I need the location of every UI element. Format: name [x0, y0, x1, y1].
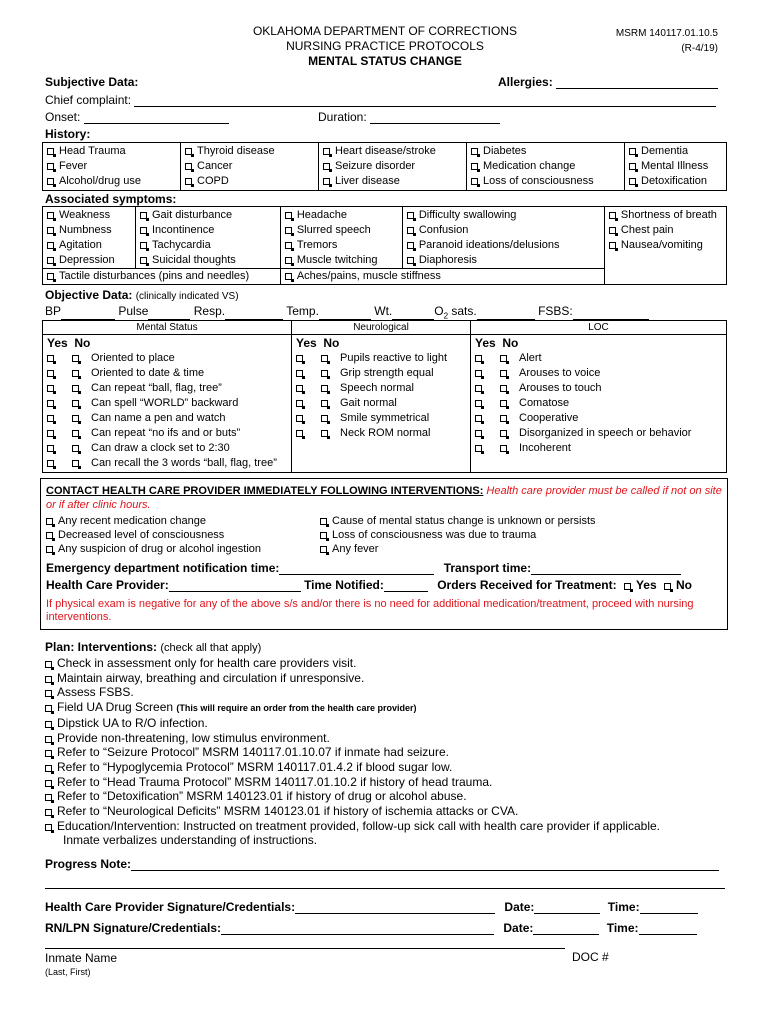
pulse-field[interactable] [148, 308, 190, 320]
history-item[interactable]: Diabetes [471, 144, 621, 159]
transport-label: Transport time: [443, 561, 532, 575]
neuro-item: Pupils reactive to light [296, 351, 467, 366]
checkbox-icon[interactable] [45, 765, 52, 772]
yes-checkbox[interactable] [47, 415, 54, 422]
yes-checkbox[interactable] [296, 355, 303, 362]
checkbox-icon[interactable] [285, 212, 292, 219]
symptoms-left [43, 207, 281, 285]
form-title: MENTAL STATUS CHANGE [308, 54, 462, 68]
checkbox-icon[interactable] [47, 242, 54, 249]
hcp-date-field[interactable] [534, 902, 600, 914]
checkbox-icon[interactable] [47, 227, 54, 234]
symptoms-col-2 [136, 207, 280, 269]
mental-status-item: Can repeat “no ifs and or buts” [47, 426, 288, 441]
history-col-3 [319, 143, 467, 191]
no-checkbox[interactable] [72, 385, 79, 392]
onset-label: Onset: [45, 110, 81, 124]
symptoms-middle [280, 207, 604, 285]
plan-label: Plan: Interventions: [45, 640, 158, 654]
yes-checkbox[interactable] [47, 445, 54, 452]
plan-item: Refer to “Neurological Deficits” MSRM 140123.01 if history of ischemia attacks or CVA. [45, 804, 735, 819]
rn-signature-label: RN/LPN Signature/Credentials: [45, 921, 222, 935]
yes-checkbox[interactable] [475, 400, 482, 407]
checkbox-icon[interactable] [47, 178, 54, 185]
allergies-field[interactable] [498, 75, 718, 89]
plan-heading [45, 640, 261, 654]
history-item[interactable]: Cancer [185, 159, 315, 174]
hcp-date-label: Date: [504, 900, 535, 914]
checkbox-icon[interactable] [471, 163, 478, 170]
loc-item: Alert [475, 351, 723, 366]
neuro-item: Gait normal [296, 396, 467, 411]
checkbox-icon[interactable] [45, 809, 52, 816]
symptoms-table [42, 206, 727, 285]
checkbox-icon[interactable] [407, 257, 414, 264]
checkbox-icon[interactable] [140, 212, 147, 219]
checkbox-icon[interactable] [471, 178, 478, 185]
field-ua-note: (This will require an order from the health care provider) [176, 703, 417, 714]
yes-checkbox[interactable] [47, 400, 54, 407]
contact-item[interactable]: Any fever [320, 542, 596, 556]
no-checkbox[interactable] [500, 370, 507, 377]
rn-time-field[interactable] [639, 923, 697, 935]
plan-item: Assess FSBS. [45, 685, 735, 700]
mental-status-title: Mental Status [43, 321, 292, 335]
checkbox-icon[interactable] [46, 532, 53, 539]
rn-date-field[interactable] [533, 923, 599, 935]
no-checkbox[interactable] [72, 460, 79, 467]
plan-item-continuation: Inmate verbalizes understanding of instructions. [63, 833, 318, 848]
checkbox-icon[interactable] [47, 163, 54, 170]
checkbox-icon[interactable] [320, 546, 327, 553]
contact-item[interactable]: Decreased level of consciousness [46, 528, 261, 542]
history-item[interactable]: Mental Illness [629, 159, 723, 174]
header [180, 24, 590, 69]
checkbox-icon[interactable] [45, 661, 52, 668]
loc-item: Cooperative [475, 411, 723, 426]
subjective-label: Subjective Data: [45, 75, 139, 89]
contact-heading [46, 484, 722, 512]
hcp-time-field[interactable] [640, 902, 698, 914]
ed-time-label: Emergency department notification time: [46, 561, 280, 575]
bp-label: BP [45, 304, 62, 318]
yes-checkbox[interactable] [47, 430, 54, 437]
mental-status-item: Oriented to date & time [47, 366, 288, 381]
symptom-item[interactable]: Tactile disturbances (pins and needles) [47, 269, 277, 284]
history-col-1 [43, 143, 181, 191]
symptom-item[interactable]: Headache [285, 208, 399, 223]
symptom-item[interactable]: Paranoid ideations/delusions [407, 238, 601, 253]
no-checkbox[interactable] [72, 445, 79, 452]
symptom-item[interactable]: Nausea/vomiting [609, 238, 723, 253]
chief-complaint-field[interactable] [45, 93, 716, 107]
no-checkbox[interactable] [321, 430, 328, 437]
progress-note-field[interactable] [131, 859, 719, 871]
protocols-name: NURSING PRACTICE PROTOCOLS [286, 39, 484, 53]
pulse-label: Pulse [118, 304, 149, 318]
plan-item: Check in assessment only for health care providers visit. [45, 656, 735, 671]
symptom-item[interactable]: Muscle twitching [285, 253, 399, 268]
plan-item: Education/Intervention: Instructed on treatment provided, follow-up sick call with health care provider if applicable. [45, 819, 735, 834]
mental-status-item: Can spell “WORLD” backward [47, 396, 288, 411]
fsbs-label: FSBS: [538, 304, 573, 318]
hcp-row: Health Care Provider: Time Notified: Orders Received for Treatment: Yes No [46, 578, 692, 592]
contact-red-note: Health care provider must be called if not on site or if after clinic hours. [46, 485, 722, 511]
symptoms-col-3 [281, 207, 403, 269]
no-checkbox[interactable] [500, 355, 507, 362]
yes-checkbox[interactable] [296, 415, 303, 422]
checkbox-icon[interactable] [629, 163, 636, 170]
loc-item: Arouses to touch [475, 381, 723, 396]
hcp-signature-label: Health Care Provider Signature/Credentials: [45, 900, 296, 914]
checkbox-icon[interactable] [47, 148, 54, 155]
yes-checkbox[interactable] [47, 370, 54, 377]
checkbox-icon[interactable] [609, 242, 616, 249]
progress-note-line-2[interactable] [45, 888, 725, 889]
loc-list [475, 351, 723, 456]
vitals-row: BP Pulse Resp. Temp. Wt. $O_2$ sats. FSBS: [45, 304, 649, 320]
plan-item: Refer to “Seizure Protocol” MSRM 140117.01.10.07 if inmate had seizure. [45, 745, 735, 760]
ed-time-field[interactable] [279, 563, 434, 575]
progress-note-label: Progress Note: [45, 857, 132, 871]
plan-item: Field UA Drug Screen (This will require an order from the health care provider) [45, 700, 735, 716]
no-checkbox[interactable] [500, 385, 507, 392]
yes-checkbox[interactable] [475, 415, 482, 422]
history-item[interactable]: Fever [47, 159, 177, 174]
temp-field[interactable] [319, 308, 371, 320]
yes-checkbox[interactable] [47, 385, 54, 392]
checkbox-icon[interactable] [140, 257, 147, 264]
yes-checkbox[interactable] [296, 370, 303, 377]
checkbox-icon[interactable] [45, 780, 52, 787]
plan-item: Refer to “Detoxification” MSRM 140123.01 if history of drug or alcohol abuse. [45, 789, 735, 804]
checkbox-icon[interactable] [47, 273, 54, 280]
checkbox-icon[interactable] [285, 273, 292, 280]
checkbox-icon[interactable] [285, 257, 292, 264]
neuro-item: Speech normal [296, 381, 467, 396]
mental-status-item: Can name a pen and watch [47, 411, 288, 426]
mental-status-item: Can recall the 3 words “ball, flag, tree” [47, 456, 288, 471]
mental-status-col: Yes No Oriented to place Oriented to date & time Can repeat “ball, flag, tree” Can spell “WORLD” backward Can name a pen and watch Can repeat “no ifs and or buts” Can draw a clock set to 2:30 Can recall the 3 words “ball, flag, tree” [43, 335, 292, 473]
neuro-item: Neck ROM normal [296, 426, 467, 441]
plan-note: (check all that apply) [160, 642, 262, 654]
chief-complaint-label: Chief complaint: [45, 93, 132, 107]
plan-item: Refer to “Hypoglycemia Protocol” MSRM 140117.01.4.2 if blood sugar low. [45, 760, 735, 775]
symptom-item[interactable]: Incontinence [140, 223, 277, 238]
checkbox-icon[interactable] [471, 148, 478, 155]
objective-heading [45, 288, 239, 302]
checkbox-icon[interactable] [407, 242, 414, 249]
yes-checkbox[interactable] [475, 445, 482, 452]
yes-checkbox[interactable] [475, 370, 482, 377]
loc-item: Arouses to voice [475, 366, 723, 381]
yes-checkbox[interactable] [475, 355, 482, 362]
loc-item: Comatose [475, 396, 723, 411]
loc-item: Disorganized in speech or behavior [475, 426, 723, 441]
checkbox-icon[interactable] [140, 227, 147, 234]
history-col-2 [181, 143, 319, 191]
checkbox-icon[interactable] [140, 242, 147, 249]
symptom-item[interactable]: Depression [47, 253, 132, 268]
symptom-item[interactable]: Slurred speech [285, 223, 399, 238]
o2-field[interactable] [477, 308, 535, 320]
symptom-item[interactable]: Confusion [407, 223, 601, 238]
symptoms-col-5 [604, 207, 726, 285]
inmate-name-label: Inmate Name [45, 951, 118, 965]
symptom-item[interactable]: Numbness [47, 223, 132, 238]
checkbox-icon[interactable] [185, 163, 192, 170]
symptom-item[interactable]: Shortness of breath [609, 208, 723, 223]
wt-field[interactable] [392, 308, 434, 320]
checkbox-icon[interactable] [407, 212, 414, 219]
assessment-table [42, 320, 727, 473]
contact-left-list [46, 514, 261, 556]
doc-number-label: DOC # [572, 950, 609, 964]
mental-status-item: Can draw a clock set to 2:30 [47, 441, 288, 456]
no-checkbox[interactable] [500, 400, 507, 407]
symptoms-wide-middle [281, 269, 604, 285]
rn-signature-row [45, 921, 697, 935]
plan-list [45, 656, 735, 848]
yes-checkbox[interactable] [296, 385, 303, 392]
neuro-title: Neurological [292, 321, 471, 335]
temp-label: Temp. [286, 304, 319, 318]
history-table [42, 142, 727, 191]
resp-label: Resp. [193, 304, 226, 318]
checkbox-icon[interactable] [47, 257, 54, 264]
no-checkbox[interactable] [321, 370, 328, 377]
no-checkbox[interactable] [321, 355, 328, 362]
history-col-4 [467, 143, 625, 191]
checkbox-icon[interactable] [285, 227, 292, 234]
checkbox-icon[interactable] [323, 178, 330, 185]
checkbox-icon[interactable] [609, 212, 616, 219]
no-checkbox[interactable] [321, 400, 328, 407]
neuro-col: Yes No Pupils reactive to light Grip strength equal Speech normal Gait normal Smile symmetrical Neck ROM normal [292, 335, 471, 473]
rn-time-label: Time: [606, 921, 639, 935]
checkbox-icon[interactable] [407, 227, 414, 234]
form-number: MSRM 140117.01.10.5 [615, 28, 718, 39]
checkbox-icon[interactable] [320, 532, 327, 539]
checkbox-icon[interactable] [323, 163, 330, 170]
hcp-label: Health Care Provider: [46, 578, 169, 592]
checkbox-icon[interactable] [285, 242, 292, 249]
yes-checkbox[interactable] [296, 400, 303, 407]
contact-heading-text: CONTACT HEALTH CARE PROVIDER IMMEDIATELY FOLLOWING INTERVENTIONS: [46, 485, 484, 497]
symptoms-col-4 [402, 207, 604, 269]
no-checkbox[interactable] [321, 385, 328, 392]
mental-status-item: Oriented to place [47, 351, 288, 366]
revision: (R-4/19) [681, 43, 718, 54]
checkbox-icon[interactable] [45, 750, 52, 757]
rn-signature-field[interactable] [221, 923, 494, 935]
checkbox-icon[interactable] [609, 227, 616, 234]
yes-checkbox[interactable] [47, 355, 54, 362]
no-checkbox[interactable] [72, 430, 79, 437]
inmate-name-block[interactable] [45, 948, 565, 977]
checkbox-icon[interactable] [629, 148, 636, 155]
yes-checkbox[interactable] [296, 430, 303, 437]
no-checkbox[interactable] [321, 415, 328, 422]
fsbs-field[interactable] [573, 308, 649, 320]
yes-checkbox[interactable] [475, 385, 482, 392]
rn-date-label: Date: [503, 921, 534, 935]
history-item[interactable]: Heart disease/stroke [323, 144, 463, 159]
symptom-item[interactable]: Suicidal thoughts [140, 253, 277, 268]
history-label: History: [45, 127, 91, 141]
history-item[interactable]: Alcohol/drug use [47, 174, 177, 189]
contact-item[interactable]: Cause of mental status change is unknown or persists [320, 514, 596, 528]
plan-item: Maintain airway, breathing and circulation if unresponsive. [45, 671, 735, 686]
hcp-signature-row [45, 900, 698, 914]
time-notified-label: Time Notified: [304, 578, 384, 592]
symptoms-wide-left [43, 269, 280, 285]
symptom-item[interactable]: Weakness [47, 208, 132, 223]
negative-exam-note: If physical exam is negative for any of the above s/s and/or there is no need for additional medication/treatment, proceed with nursing interventions. [46, 598, 694, 623]
checkbox-icon[interactable] [45, 690, 52, 697]
checkbox-icon[interactable] [629, 178, 636, 185]
history-item[interactable]: Thyroid disease [185, 144, 315, 159]
objective-note: (clinically indicated VS) [135, 291, 239, 302]
onset-field[interactable] [45, 110, 229, 124]
symptom-item[interactable]: Difficulty swallowing [407, 208, 601, 223]
no-checkbox[interactable] [72, 355, 79, 362]
plan-item: Provide non-threatening, low stimulus environment. [45, 731, 735, 746]
no-checkbox[interactable] [72, 415, 79, 422]
resp-field[interactable] [225, 308, 283, 320]
no-checkbox[interactable] [500, 445, 507, 452]
neuro-list [296, 351, 467, 441]
contact-item[interactable]: Any suspicion of drug or alcohol ingestion [46, 542, 261, 556]
symptom-item[interactable]: Gait disturbance [140, 208, 277, 223]
contact-item[interactable]: Any recent medication change [46, 514, 261, 528]
plan-item: Dipstick UA to R/O infection. [45, 716, 735, 731]
checkbox-icon[interactable] [323, 148, 330, 155]
checkbox-icon[interactable] [185, 178, 192, 185]
orders-label: Orders Received for Treatment: [437, 578, 617, 592]
history-item[interactable]: Medication change [471, 159, 621, 174]
history-item[interactable]: Seizure disorder [323, 159, 463, 174]
objective-label: Objective Data: [45, 288, 133, 302]
checkbox-icon[interactable] [46, 518, 53, 525]
symptom-item[interactable]: Agitation [47, 238, 132, 253]
history-item[interactable]: Head Trauma [47, 144, 177, 159]
hcp-signature-field[interactable] [295, 902, 495, 914]
symptom-item[interactable]: Tachycardia [140, 238, 277, 253]
loc-item: Incoherent [475, 441, 723, 456]
bp-field[interactable] [61, 308, 115, 320]
ed-time-row [46, 561, 681, 575]
o2-label: O [434, 304, 444, 318]
history-item[interactable]: Dementia [629, 144, 723, 159]
yes-checkbox[interactable] [475, 430, 482, 437]
neuro-item: Grip strength equal [296, 366, 467, 381]
symptoms-label: Associated symptoms: [45, 192, 177, 206]
duration-field[interactable] [318, 110, 500, 124]
checkbox-icon[interactable] [45, 705, 52, 712]
symptom-item[interactable]: Tremors [285, 238, 399, 253]
checkbox-icon[interactable] [45, 794, 52, 801]
checkbox-icon[interactable] [47, 212, 54, 219]
contact-item[interactable]: Loss of consciousness was due to trauma [320, 528, 596, 542]
loc-title: LOC [471, 321, 727, 335]
checkbox-icon[interactable] [45, 721, 52, 728]
no-checkbox[interactable] [500, 430, 507, 437]
neuro-item: Smile symmetrical [296, 411, 467, 426]
symptom-item[interactable]: Aches/pains, muscle stiffness [285, 269, 601, 284]
orders-yes-checkbox[interactable] [624, 583, 631, 590]
hcp-field[interactable] [169, 580, 301, 592]
duration-label: Duration: [318, 110, 367, 124]
history-col-5 [625, 143, 727, 191]
checkbox-icon[interactable] [185, 148, 192, 155]
history-item[interactable]: Loss of consciousness [471, 174, 621, 189]
orders-no-checkbox[interactable] [664, 583, 671, 590]
checkbox-icon[interactable] [45, 676, 52, 683]
checkbox-icon[interactable] [45, 736, 52, 743]
checkbox-icon[interactable] [46, 546, 53, 553]
checkbox-icon[interactable] [320, 518, 327, 525]
no-checkbox[interactable] [72, 370, 79, 377]
transport-field[interactable] [531, 563, 681, 575]
last-first-label: (Last, First) [45, 967, 91, 977]
plan-item: Refer to “Head Trauma Protocol” MSRM 140117.01.10.2 if history of head trauma. [45, 775, 735, 790]
mental-status-item: Can repeat “ball, flag, tree” [47, 381, 288, 396]
hcp-time-label: Time: [607, 900, 640, 914]
symptom-item[interactable]: Chest pain [609, 223, 723, 238]
dept-name: OKLAHOMA DEPARTMENT OF CORRECTIONS [252, 24, 518, 38]
mental-status-list [47, 351, 288, 471]
form-number-block [610, 26, 718, 56]
symptoms-col-1 [43, 207, 136, 269]
contact-right-list [320, 514, 596, 556]
loc-col: Yes No Alert Arouses to voice Arouses to touch Comatose Cooperative Disorganized in speech or behavior Incoherent [471, 335, 727, 473]
yes-checkbox[interactable] [47, 460, 54, 467]
history-item[interactable]: COPD [185, 174, 315, 189]
time-notified-field[interactable] [384, 580, 428, 592]
symptom-item[interactable]: Diaphoresis [407, 253, 601, 268]
checkbox-icon[interactable] [45, 824, 52, 831]
progress-note-row [45, 857, 719, 871]
wt-label: Wt. [374, 304, 393, 318]
no-checkbox[interactable] [500, 415, 507, 422]
history-item[interactable]: Liver disease [323, 174, 463, 189]
no-checkbox[interactable] [72, 400, 79, 407]
history-item[interactable]: Detoxification [629, 174, 723, 189]
allergies-label: Allergies: [498, 75, 553, 89]
